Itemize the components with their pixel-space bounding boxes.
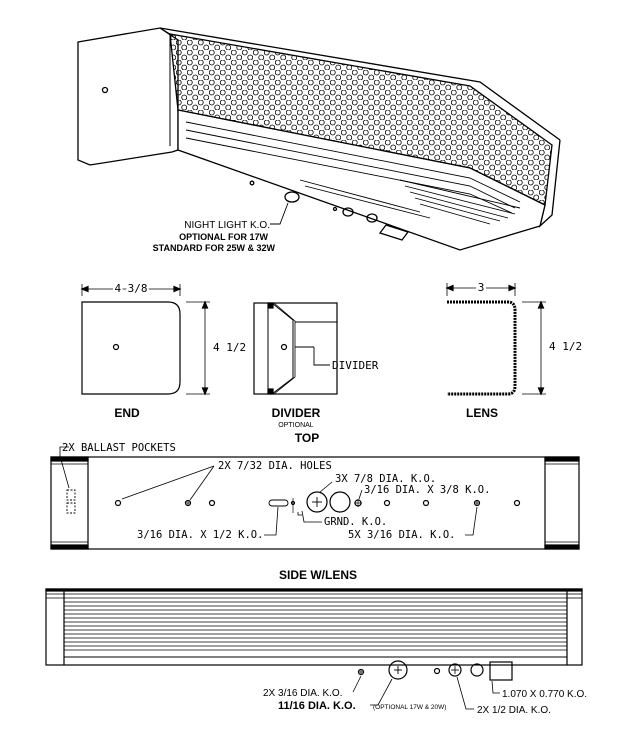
lens-outline [447, 302, 515, 394]
end-view [82, 284, 210, 394]
night-light-standard: STANDARD FOR 25W & 32W [152, 243, 275, 253]
night-light-optional: OPTIONAL FOR 17W [179, 232, 268, 242]
end-width-dim: 4 3/8 [114, 282, 148, 295]
ko-78-callout: 3X 7/8 DIA. K.O. [335, 473, 437, 485]
lens-view [447, 283, 546, 394]
side-outline [46, 589, 582, 665]
divider-view [254, 303, 337, 394]
divider-outline [254, 303, 337, 394]
ko-5x316-callout: 5X 3/16 DIA. K.O. [348, 529, 456, 541]
lens-height-dim: 4 1/2 [549, 340, 583, 353]
side-ko-2x316-callout: 2X 3/16 DIA. K.O. [263, 688, 343, 699]
iso-end-cap [78, 28, 178, 165]
end-height-dim: 4 1/2 [213, 341, 247, 354]
lens-label: LENS [465, 406, 499, 420]
night-light-label: NIGHT LIGHT K.O. [184, 220, 270, 231]
lens-width-dim: 3 [477, 281, 485, 294]
end-label: END [114, 406, 140, 420]
side-ko-2x12-callout: 2X 1/2 DIA. K.O. [477, 705, 551, 716]
side-ko-1116-note: (OPTIONAL 17W & 20W) [373, 704, 447, 711]
ko-316x38-callout: 3/16 DIA. X 3/8 K.O. [364, 484, 491, 496]
isometric-view [78, 28, 560, 250]
night-light-leader [270, 203, 288, 224]
divider-optional: OPTIONAL [278, 422, 314, 429]
side-ko-1116-callout: 11/16 DIA. K.O. [278, 700, 356, 712]
top-label: TOP [294, 431, 320, 445]
ballast-pockets-callout: 2X BALLAST POCKETS [62, 442, 176, 454]
grnd-callout: GRND. K.O. [324, 516, 388, 528]
divider-label: DIVIDER [271, 406, 321, 420]
holes-callout: 2X 7/32 DIA. HOLES [218, 460, 332, 472]
divider-callout: DIVIDER [332, 359, 379, 372]
ko-316x12-callout: 3/16 DIA. X 1/2 K.O. [137, 529, 264, 541]
side-label: SIDE W/LENS [278, 568, 358, 582]
side-ko-rect-callout: 1.070 X 0.770 K.O. [502, 689, 588, 700]
end-outline [82, 302, 180, 394]
